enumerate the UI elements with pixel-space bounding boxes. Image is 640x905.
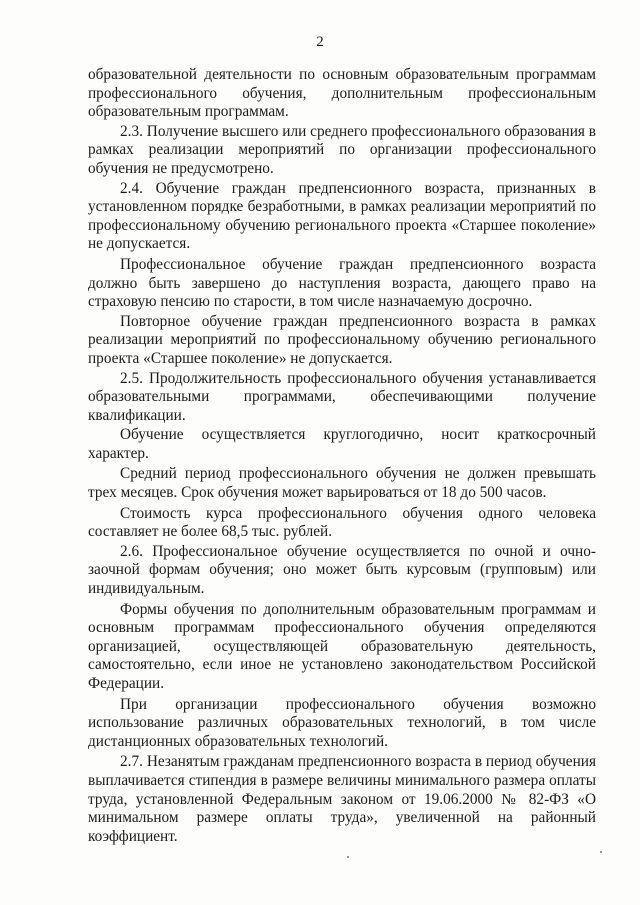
paragraph-forms-of-training: Формы обучения по дополнительным образовательным программам и основным программам профессионального обучения определяются организацией, осуществляющей образовательную деятельность, самостоятельно, если иное не установлено законодательством Российской Федерации.: [88, 600, 596, 692]
scan-speck: [347, 856, 349, 858]
paragraph-technologies: При организации профессионального обучения возможно использование различных образовательных технологий, в том числе дистанционных образовательных технологий.: [88, 695, 596, 750]
paragraph-repeat-training: Повторное обучение граждан предпенсионного возраста в рамках реализации мероприятий по профессиональному обучению регионального проекта «Старшее поколение» не допускается.: [88, 312, 596, 367]
paragraph-2-3: 2.3. Получение высшего или среднего профессионального образования в рамках реализации мероприятий по организации профессионального обучения не предусмотрено.: [88, 122, 596, 177]
paragraph-average-period: Средний период профессионального обучения не должен превышать трех месяцев. Срок обучения может варьироваться от 18 до 500 часов.: [88, 465, 596, 502]
paragraph-2-7: 2.7. Незанятым гражданам предпенсионного возраста в период обучения выплачивается стипендия в размере величины минимального размера оплаты труда, установленной Федеральным законом от 19.06.2000 № 82-ФЗ «О минимальном размере оплаты труда», увеличенной на районный коэффициент.: [88, 753, 596, 845]
paragraph-course-cost: Стоимость курса профессионального обучения одного человека составляет не более 68,5 тыс. рублей.: [88, 504, 596, 541]
paragraph-2-6: 2.6. Профессиональное обучение осуществляется по очной и очно-заочной формам обучения; оно может быть курсовым (групповым) или индивидуальным.: [88, 542, 596, 598]
paragraph-completion-rule: Профессиональное обучение граждан предпенсионного возраста должно быть завершено до наступления возраста, дающего право на страховую пенсию по старости, в том числе назначаемую досрочно.: [88, 255, 596, 311]
paragraph-year-round: Обучение осуществляется круглогодично, носит краткосрочный характер.: [88, 426, 596, 462]
document-body: [88, 66, 596, 847]
paragraph-continuation: образовательной деятельности по основным образовательным программам профессионального обучения, дополнительным профессиональным образовательным программам.: [88, 66, 596, 121]
scan-speck: [600, 851, 602, 853]
paragraph-2-4: 2.4. Обучение граждан предпенсионного возраста, признанных в установленном порядке безработными, в рамках реализации мероприятий по профессиональному обучению регионального проекта «Старшее поколение» не допускается.: [88, 179, 596, 253]
paragraph-2-5: 2.5. Продолжительность профессионального обучения устанавливается образовательными программами, обеспечивающими получение квалификации.: [88, 369, 596, 424]
page-number: 2: [316, 34, 324, 50]
